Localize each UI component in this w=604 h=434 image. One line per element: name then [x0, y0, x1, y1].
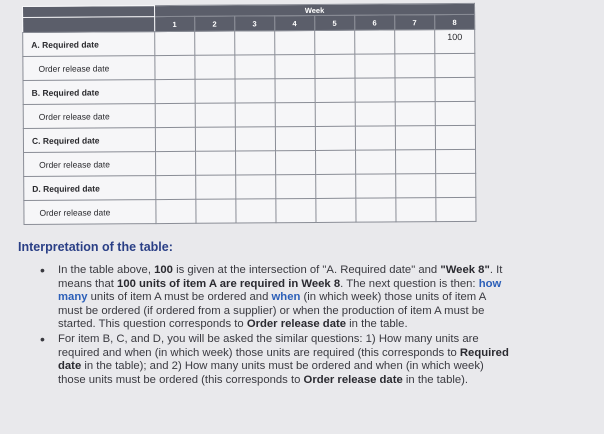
table-cell: [316, 174, 356, 198]
text: (in which week) those units of item A must be ordered (if ordered from a supplier) or when the production of item A must be started. This question corresponds to: [58, 291, 486, 331]
table-cell: [276, 198, 316, 222]
table-cell: [395, 30, 435, 54]
interpretation-heading: Interpretation of the table:: [18, 240, 173, 254]
table-cell: [275, 54, 315, 78]
table-row: [24, 197, 476, 224]
text-bold: 100 units of item A are required in Week 8: [117, 277, 341, 290]
text: . It means that: [58, 264, 503, 290]
week-number: 6: [355, 15, 395, 30]
table-cell: [155, 79, 195, 103]
table-cell: [355, 30, 395, 54]
table-cell: [236, 199, 276, 223]
week-number: 1: [155, 16, 195, 31]
table-cell: [355, 102, 395, 126]
text: In the table above,: [58, 264, 155, 276]
list-item: [40, 330, 510, 387]
table-cell: [355, 54, 395, 78]
table-cell: [395, 126, 435, 150]
table-cell: [396, 174, 436, 198]
week-number: 5: [315, 15, 355, 30]
table-cell: [195, 103, 235, 127]
list-item: [40, 264, 510, 332]
week-number: 2: [195, 16, 235, 31]
table-cell: [235, 55, 275, 79]
table-cell: [315, 54, 355, 78]
week-number: 7: [395, 15, 435, 30]
table-cell: [236, 175, 276, 199]
table-cell: [196, 199, 236, 223]
table-cell: [275, 126, 315, 150]
table-cell: [355, 126, 395, 150]
table-cell: [435, 77, 475, 101]
text-bold: "Week 8": [440, 264, 490, 276]
table-cell: [315, 30, 355, 54]
text: For item B, C, and D, you will be asked the similar questions: 1) How many units are required and when (in which week) those units are required (this corresponds to: [58, 332, 479, 359]
mrp-table: [22, 3, 477, 225]
table-cell: [276, 150, 316, 174]
table-cell: [155, 127, 195, 151]
row-label: B. Required date: [23, 80, 155, 105]
row-label: Order release date: [24, 152, 156, 177]
text-bold: Order release date: [303, 373, 403, 386]
table-cell: [196, 175, 236, 199]
table-cell: [436, 173, 476, 197]
table-cell: [275, 30, 315, 54]
table-cell: [276, 174, 316, 198]
table-cell: [435, 125, 475, 149]
interpretation-list: [40, 264, 510, 388]
table-corner: [23, 17, 155, 33]
table-cell: [195, 31, 235, 55]
text-highlight: how many: [58, 277, 502, 304]
table-row: [23, 77, 475, 104]
bullet-icon: •: [40, 330, 45, 347]
table-cell: [155, 103, 195, 127]
text-bold: Order release date: [246, 318, 347, 331]
table-cell: [356, 174, 396, 198]
text-bold: 100: [154, 264, 173, 276]
table-cell: [235, 103, 275, 127]
week-number: 3: [235, 16, 275, 31]
row-label: Order release date: [23, 56, 155, 81]
text: in the table.: [346, 318, 408, 331]
table-cell: [435, 53, 475, 77]
table-row: [23, 125, 475, 152]
table-cell: [275, 78, 315, 102]
text: is given at the intersection of "A. Required date" and: [172, 264, 441, 276]
table-cell: [436, 149, 476, 173]
table-cell: [395, 78, 435, 102]
table-cell: [235, 79, 275, 103]
table-cell: [235, 31, 275, 55]
text: in the table).: [402, 373, 469, 386]
table-cell: [315, 126, 355, 150]
table-row: [23, 53, 475, 80]
text: in the table); and 2) How many units must be ordered and when (in which week) those units must be ordered (this corresponds to: [58, 360, 484, 386]
table-row: [24, 173, 476, 200]
table-cell: [436, 197, 476, 221]
table-cell: [316, 150, 356, 174]
table-cell: [315, 78, 355, 102]
table-row: [23, 29, 475, 56]
table-corner: [23, 6, 155, 18]
table-cell: [275, 102, 315, 126]
text: units of item A must be ordered and: [87, 291, 272, 304]
table-cell: [155, 55, 195, 79]
row-label: Order release date: [24, 200, 156, 225]
table-cell: [435, 101, 475, 125]
text-highlight: when: [271, 291, 301, 304]
table-cell: [195, 127, 235, 151]
table-cell: [156, 199, 196, 223]
row-label: A. Required date: [23, 32, 155, 57]
table-cell: [395, 54, 435, 78]
table-cell: [356, 198, 396, 222]
table-cell: [195, 55, 235, 79]
row-label: C. Required date: [23, 128, 155, 153]
week-number: 4: [275, 15, 315, 30]
table-row: [23, 101, 475, 128]
table-cell: [316, 198, 356, 222]
table-row: [24, 149, 476, 176]
text-bold: Required date: [58, 346, 509, 373]
bullet-icon: •: [40, 262, 45, 278]
table-cell: 100: [435, 29, 475, 53]
table-cell: [315, 102, 355, 126]
week-header: Week: [155, 3, 475, 16]
table-cell: [396, 198, 436, 222]
table-cell: [355, 78, 395, 102]
text: . The next question is then:: [340, 277, 479, 290]
table-cell: [156, 151, 196, 175]
table-cell: [356, 150, 396, 174]
row-label: Order release date: [23, 104, 155, 129]
table-cell: [195, 79, 235, 103]
table-cell: [395, 102, 435, 126]
table-cell: [236, 151, 276, 175]
table-cell: [155, 31, 195, 55]
table-cell: [396, 150, 436, 174]
table-cell: [156, 175, 196, 199]
week-number: 8: [435, 14, 475, 29]
table-cell: [235, 127, 275, 151]
row-label: D. Required date: [24, 176, 156, 201]
table-cell: [196, 151, 236, 175]
